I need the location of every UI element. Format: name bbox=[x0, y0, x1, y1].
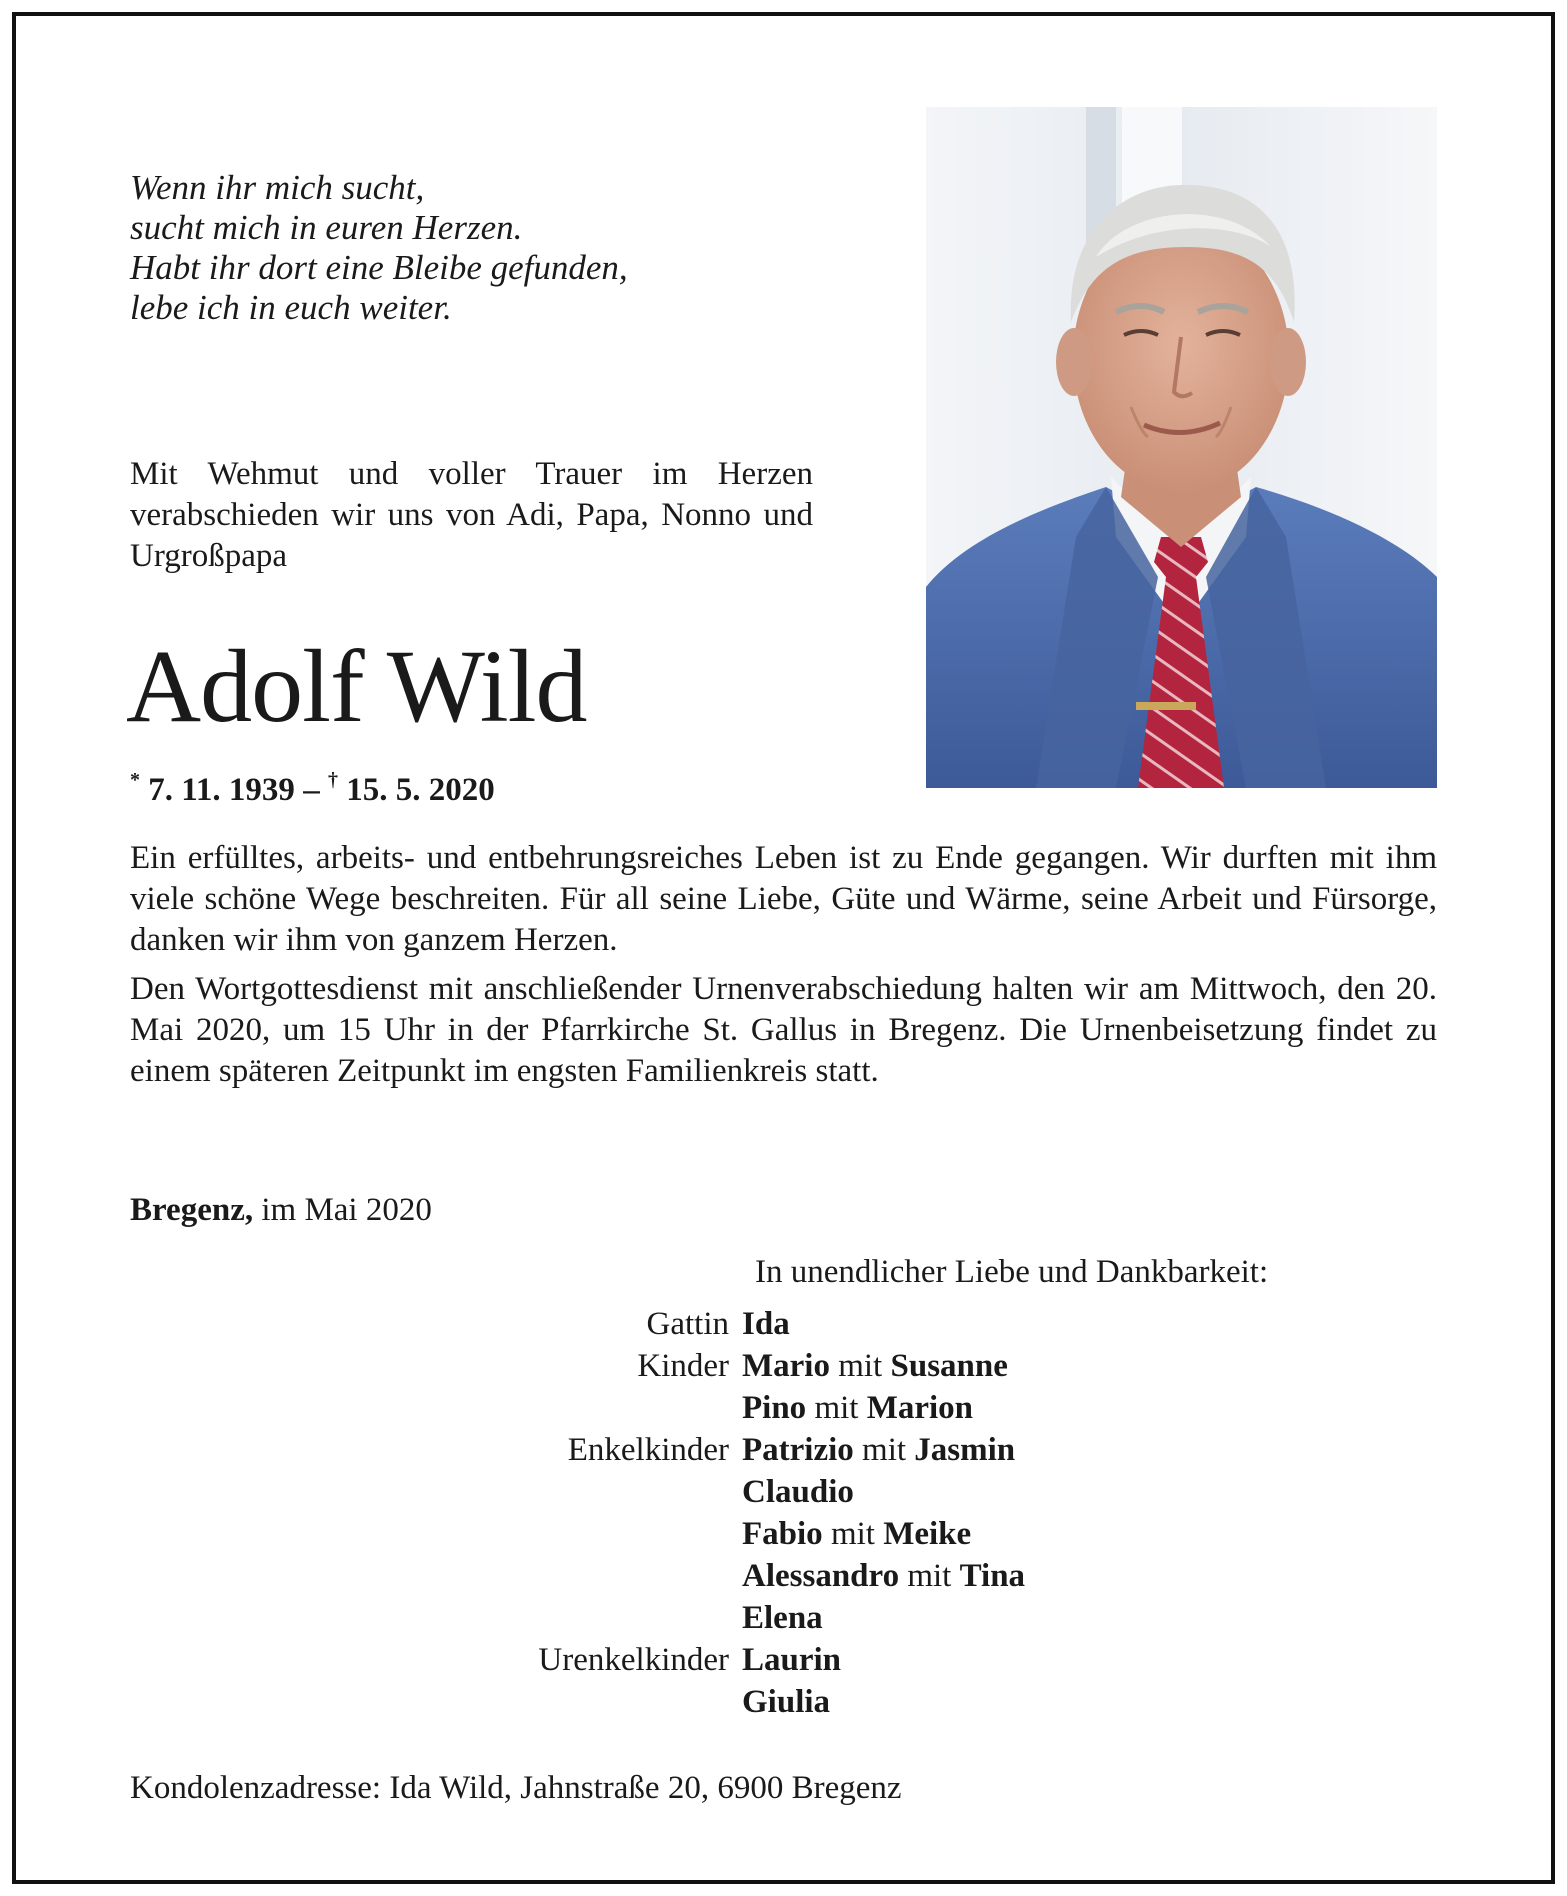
quote-line: sucht mich in euren Herzen. bbox=[130, 208, 523, 247]
place-and-date bbox=[130, 1190, 432, 1231]
relative-name: Giulia bbox=[742, 1684, 831, 1720]
family-row bbox=[400, 1345, 1300, 1387]
family-row bbox=[400, 1555, 1300, 1597]
family-row bbox=[400, 1303, 1300, 1345]
family-role bbox=[400, 1513, 742, 1555]
partner-name: Tina bbox=[959, 1558, 1026, 1594]
family-role bbox=[400, 1387, 742, 1429]
place-city: Bregenz, bbox=[130, 1192, 254, 1228]
mit-word: mit bbox=[814, 1390, 859, 1426]
deceased-name: Adolf Wild bbox=[126, 629, 587, 744]
family-list bbox=[400, 1303, 1300, 1723]
family-row bbox=[400, 1639, 1300, 1681]
family-names bbox=[742, 1429, 1015, 1471]
relative-name: Claudio bbox=[742, 1474, 854, 1510]
life-paragraph: Ein erfülltes, arbeits- und entbehrungsreiches Leben ist zu Ende gegangen. Wir durften mit ihm viele schöne Wege beschreiten. Für all seine Liebe, Güte und Wärme, seine Arbeit und Fürsorge, danken wir ihm von ganzem Herzen. bbox=[130, 840, 1437, 958]
mit-word: mit bbox=[862, 1432, 907, 1468]
family-role bbox=[400, 1681, 742, 1723]
family-role: Enkelkinder bbox=[567, 1432, 729, 1468]
family-names bbox=[742, 1597, 823, 1639]
partner-name: Jasmin bbox=[914, 1432, 1016, 1468]
relative-name: Pino bbox=[742, 1390, 807, 1426]
life-dates bbox=[130, 760, 495, 810]
family-names bbox=[742, 1555, 1025, 1597]
service-paragraph: Den Wortgottesdienst mit anschließender Urnenverabschiedung halten wir am Mittwoch, den 20. Mai 2020, um 15 Uhr in der Pfarrkirche St. Gallus in Bregenz. Die Urnenbeisetzung findet zu einem späteren Zeitpunkt im engsten Familienkreis statt. bbox=[130, 971, 1437, 1089]
relative-name: Elena bbox=[742, 1600, 823, 1636]
portrait-photo bbox=[926, 107, 1437, 788]
family-role bbox=[400, 1555, 742, 1597]
family-names bbox=[742, 1303, 790, 1345]
quote-line: Habt ihr dort eine Bleibe gefunden, bbox=[130, 248, 628, 287]
date-separator: – bbox=[303, 772, 320, 808]
death-symbol: † bbox=[327, 769, 338, 791]
relative-name: Mario bbox=[742, 1348, 830, 1384]
farewell-intro: Mit Wehmut und voller Trauer im Herzen verabschieden wir uns von Adi, Papa, Nonno und Urgroßpapa bbox=[130, 456, 813, 574]
family-role bbox=[400, 1597, 742, 1639]
family-role bbox=[400, 1471, 742, 1513]
family-row bbox=[400, 1513, 1300, 1555]
mit-word: mit bbox=[830, 1516, 875, 1552]
family-role: Gattin bbox=[646, 1306, 729, 1342]
death-date: 15. 5. 2020 bbox=[346, 772, 495, 808]
family-names bbox=[742, 1387, 973, 1429]
birth-date: 7. 11. 1939 bbox=[148, 772, 295, 808]
obituary-body bbox=[130, 838, 1437, 1100]
family-names bbox=[742, 1471, 854, 1513]
partner-name: Marion bbox=[866, 1390, 974, 1426]
family-row bbox=[400, 1387, 1300, 1429]
condolence-address: Kondolenzadresse: Ida Wild, Jahnstraße 20, 6900 Bregenz bbox=[130, 1770, 902, 1806]
quote-line: Wenn ihr mich sucht, bbox=[130, 168, 425, 207]
family-role: Urenkelkinder bbox=[538, 1642, 729, 1678]
family-row bbox=[400, 1681, 1300, 1723]
mit-word: mit bbox=[838, 1348, 883, 1384]
family-names bbox=[742, 1639, 841, 1681]
mit-word: mit bbox=[907, 1558, 952, 1594]
relative-name: Fabio bbox=[742, 1516, 823, 1552]
thanks-line: In unendlicher Liebe und Dankbarkeit: bbox=[755, 1254, 1269, 1290]
family-names bbox=[742, 1513, 971, 1555]
partner-name: Susanne bbox=[890, 1348, 1008, 1384]
relative-name: Laurin bbox=[742, 1642, 842, 1678]
family-row bbox=[400, 1429, 1300, 1471]
relative-name: Ida bbox=[742, 1306, 790, 1342]
relative-name: Alessandro bbox=[742, 1558, 900, 1594]
birth-symbol: * bbox=[130, 769, 140, 791]
family-names bbox=[742, 1345, 1008, 1387]
partner-name: Meike bbox=[883, 1516, 972, 1552]
place-date: im Mai 2020 bbox=[261, 1192, 432, 1228]
family-role: Kinder bbox=[637, 1348, 729, 1384]
family-row bbox=[400, 1471, 1300, 1513]
memorial-quote bbox=[130, 168, 830, 328]
quote-line: lebe ich in euch weiter. bbox=[130, 288, 452, 327]
family-row bbox=[400, 1597, 1300, 1639]
family-names bbox=[742, 1681, 830, 1723]
relative-name: Patrizio bbox=[742, 1432, 854, 1468]
